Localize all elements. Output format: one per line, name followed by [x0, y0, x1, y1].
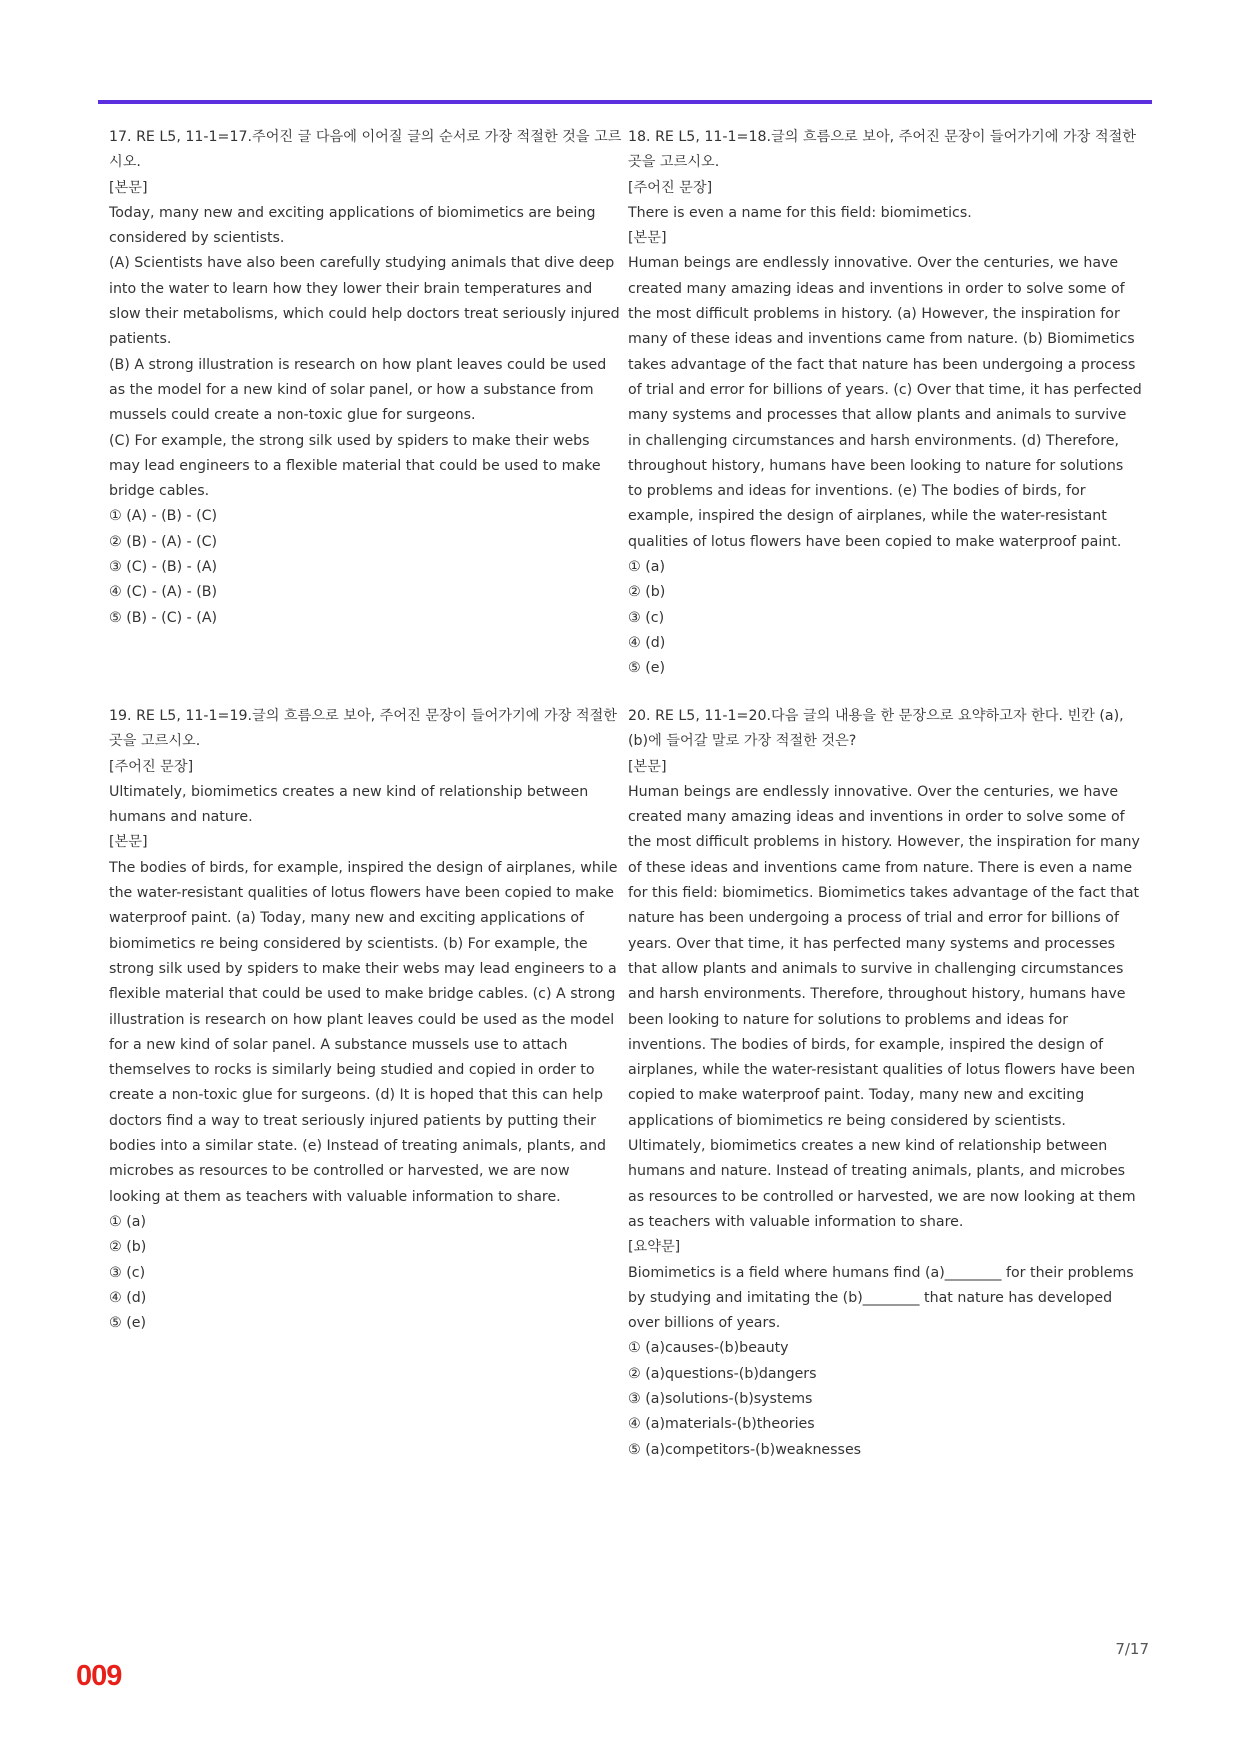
section-label-passage: [본문] — [628, 230, 667, 247]
answer-choice-5[interactable]: ⑤ (e) — [109, 1315, 147, 1332]
answer-choice-1[interactable]: ① (a) — [628, 559, 665, 576]
answer-choice-1[interactable]: ① (a)causes-(b)beauty — [628, 1340, 789, 1357]
answer-choice-4[interactable]: ④ (d) — [109, 1289, 147, 1306]
question-header: 17. RE L5, 11-1=17.주어진 글 다음에 이어질 글의 순서로 가장 적절한 것을 고르시오. — [109, 129, 622, 171]
section-label-given-sentence: [주어진 문장] — [628, 179, 713, 196]
question-19 — [109, 704, 623, 1336]
section-label-passage: [본문] — [628, 758, 667, 775]
brand-logo: 009 — [76, 1660, 122, 1692]
question-17 — [109, 125, 623, 631]
answer-choice-4[interactable]: ④ (d) — [628, 634, 666, 651]
answer-choice-5[interactable]: ⑤ (e) — [628, 660, 666, 677]
answer-choice-4[interactable]: ④ (a)materials-(b)theories — [628, 1416, 815, 1433]
answer-choice-5[interactable]: ⑤ (B) - (C) - (A) — [109, 609, 218, 626]
passage-paragraph-a: (A) Scientists have also been carefully studying animals that dive deep into the water to learn how they lower their brain temperatures and slow their metabolisms, which could help doctors treat seriously injured patients. — [109, 255, 620, 348]
answer-choice-3[interactable]: ③ (C) - (B) - (A) — [109, 559, 218, 576]
answer-choice-2[interactable]: ② (b) — [628, 584, 666, 601]
section-label-summary: [요약문] — [628, 1239, 681, 1256]
passage-text: Human beings are endlessly innovative. Over the centuries, we have created many amazing ideas and inventions in order to solve some of the most difficult problems in history. However, the inspiration for many of these ideas and inventions came from nature. There is even a name for this field: biomimetics. Biomimetics takes advantage of the fact that nature has been undergoing a process of trial and error for billions of years. Over that time, it has perfected many systems and processes that allow plants and animals to survive in challenging circumstances and harsh environments. Therefore, throughout history, humans have been looking to nature for solutions to problems and ideas for inventions. The bodies of birds, for example, inspired the design of airplanes, while the water-resistant qualities of lotus flowers have been copied to make waterproof paint. Today, many new and exciting applications of biomimetics re being considered by scientists. Ultimately, biomimetics creates a new kind of relationship between humans and nature. Instead of treating animals, plants, and microbes as resources to be controlled or harvested, we are now looking at them as teachers with valuable information to share. — [628, 783, 1140, 1230]
given-sentence: Ultimately, biomimetics creates a new kind of relationship between humans and nature. — [109, 783, 589, 826]
section-label-given-sentence: [주어진 문장] — [109, 758, 194, 775]
passage-intro: Today, many new and exciting applications of biomimetics are being considered by scientists. — [109, 204, 596, 247]
passage-text: Human beings are endlessly innovative. Over the centuries, we have created many amazing ideas and inventions in order to solve some of the most difficult problems in history. (a) However, the inspiration for many of these ideas and inventions came from nature. (b) Biomimetics takes advantage of the fact that nature has been undergoing a process of trial and error for billions of years. (c) Over that time, it has perfected many systems and processes that allow plants and animals to survive in challenging circumstances and harsh environments. (d) Therefore, throughout history, humans have been looking to nature for solutions to problems and ideas for inventions. (e) The bodies of birds, for example, inspired the design of airplanes, while the water-resistant qualities of lotus flowers have been copied to make waterproof paint. — [628, 255, 1142, 550]
passage-text: The bodies of birds, for example, inspired the design of airplanes, while the water-resistant qualities of lotus flowers have been copied to make waterproof paint. (a) Today, many new and exciting applications of biomimetics re being considered by scientists. (b) For example, the strong silk used by spiders to make their webs may lead engineers to a flexible material that could be used to make bridge cables. (c) A strong illustration is research on how plant leaves could be used as the model for a new kind of solar panel. A substance mussels use to attach themselves to rocks is similarly being studied and copied in order to create a non-toxic glue for surgeons. (d) It is hoped that this can help doctors find a way to treat seriously injured patients by putting their bodies into a similar state. (e) Instead of treating animals, plants, and microbes as resources to be controlled or harvested, we are now looking at them as teachers with valuable information to share. — [109, 859, 618, 1205]
page-number: 7/17 — [1115, 1640, 1149, 1658]
top-divider — [98, 100, 1152, 104]
question-header: 19. RE L5, 11-1=19.글의 흐름으로 보아, 주어진 문장이 들어가기에 가장 적절한 곳을 고르시오. — [109, 708, 618, 750]
answer-choice-2[interactable]: ② (b) — [109, 1239, 147, 1256]
question-header: 20. RE L5, 11-1=20.다음 글의 내용을 한 문장으로 요약하고자 한다. 빈칸 (a), (b)에 들어갈 말로 가장 적절한 것은? — [628, 708, 1124, 750]
answer-choice-5[interactable]: ⑤ (a)competitors-(b)weaknesses — [628, 1441, 862, 1458]
answer-choice-3[interactable]: ③ (a)solutions-(b)systems — [628, 1391, 813, 1408]
answer-choice-3[interactable]: ③ (c) — [109, 1264, 146, 1281]
answer-choice-4[interactable]: ④ (C) - (A) - (B) — [109, 584, 218, 601]
answer-choice-1[interactable]: ① (A) - (B) - (C) — [109, 508, 218, 525]
given-sentence: There is even a name for this field: biomimetics. — [628, 204, 972, 221]
answer-choice-1[interactable]: ① (a) — [109, 1213, 146, 1230]
passage-paragraph-c: (C) For example, the strong silk used by spiders to make their webs may lead engineers to a flexible material that could be used to make bridge cables. — [109, 432, 601, 500]
answer-choice-2[interactable]: ② (B) - (A) - (C) — [109, 533, 218, 550]
section-label-passage: [본문] — [109, 179, 148, 196]
question-header: 18. RE L5, 11-1=18.글의 흐름으로 보아, 주어진 문장이 들어가기에 가장 적절한 곳을 고르시오. — [628, 129, 1137, 171]
passage-paragraph-b: (B) A strong illustration is research on how plant leaves could be used as the model for a new kind of solar panel, or how a substance from mussels could create a non-toxic glue for surgeons. — [109, 356, 607, 424]
question-18 — [628, 125, 1142, 682]
summary-sentence: Biomimetics is a field where humans find (a)________ for their problems by studying and imitating the (b)________ that nature has developed over billions of years. — [628, 1264, 1134, 1332]
question-20 — [628, 704, 1142, 1463]
section-label-passage: [본문] — [109, 834, 148, 851]
answer-choice-2[interactable]: ② (a)questions-(b)dangers — [628, 1365, 817, 1382]
answer-choice-3[interactable]: ③ (c) — [628, 609, 665, 626]
